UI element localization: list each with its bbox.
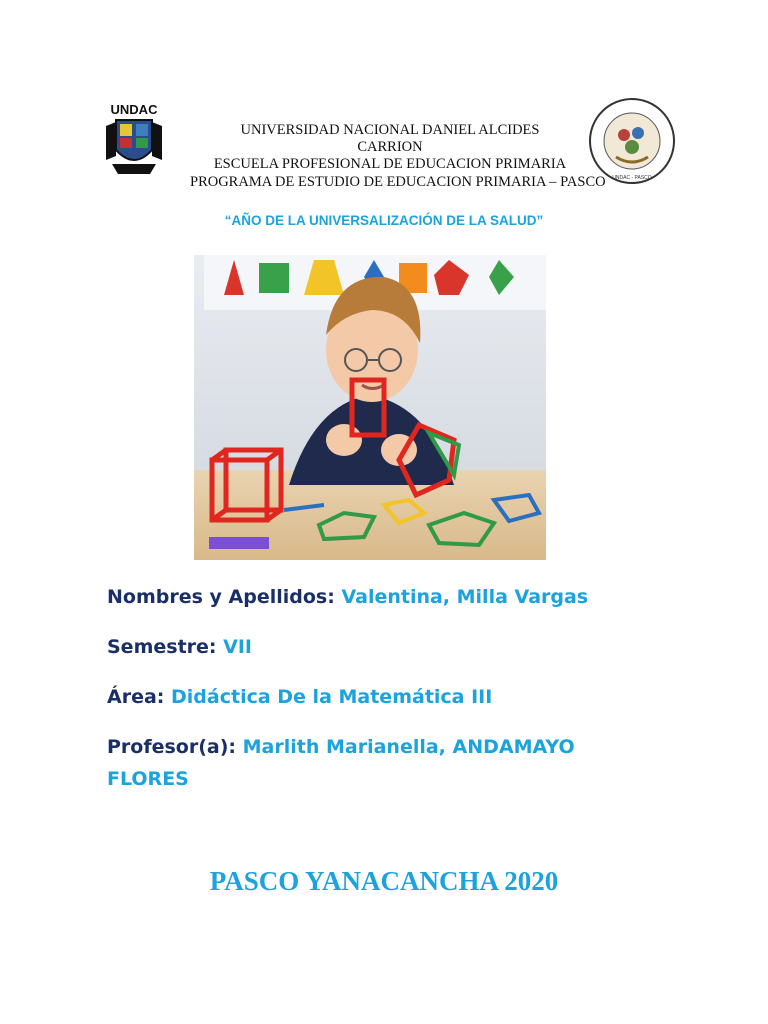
semester-label: Semestre [107,636,209,658]
teacher-value-1: Marlith Marianella, ANDAMAYO [242,736,575,758]
teacher-value-2: FLORES [107,768,189,790]
header-school: ESCUELA PROFESIONAL DE EDUCACION PRIMARIA [213,156,567,172]
svg-text:UNDAC - PASCO: UNDAC - PASCO [612,175,652,181]
undac-logo [102,100,166,178]
area-value: Didáctica De la Matemática III [171,686,493,708]
semester-line: Semestre: VII [107,636,252,658]
name-line: Nombres y Apellidos: Valentina, Milla Vargas [107,586,589,608]
teacher-line: Profesor(a): Marlith Marianella, ANDAMAYO [107,736,575,758]
name-value: Valentina, Milla Vargas [341,586,589,608]
semester-value: VII [223,636,252,658]
name-label: Nombres y Apellidos [107,586,328,608]
teacher-label: Profesor(a) [107,736,229,758]
teacher-line-continued [107,764,189,794]
header-program: PROGRAMA DE ESTUDIO DE EDUCACION PRIMARIA – PASCO [190,174,606,190]
undac-logo-text: UNDAC [110,102,158,117]
child-with-geometric-shapes-photo [194,255,546,560]
area-line: Área: Didáctica De la Matemática III [107,686,493,708]
header-university-line1: UNIVERSIDAD NACIONAL DANIEL ALCIDES [240,122,540,138]
area-label: Área [107,686,157,708]
year-motto: “AÑO DE LA UNIVERSALIZACIÓN DE LA SALUD” [224,213,544,228]
place-year: PASCO YANACANCHA 2020 [209,866,559,896]
header-university-line2: CARRION [357,139,423,155]
